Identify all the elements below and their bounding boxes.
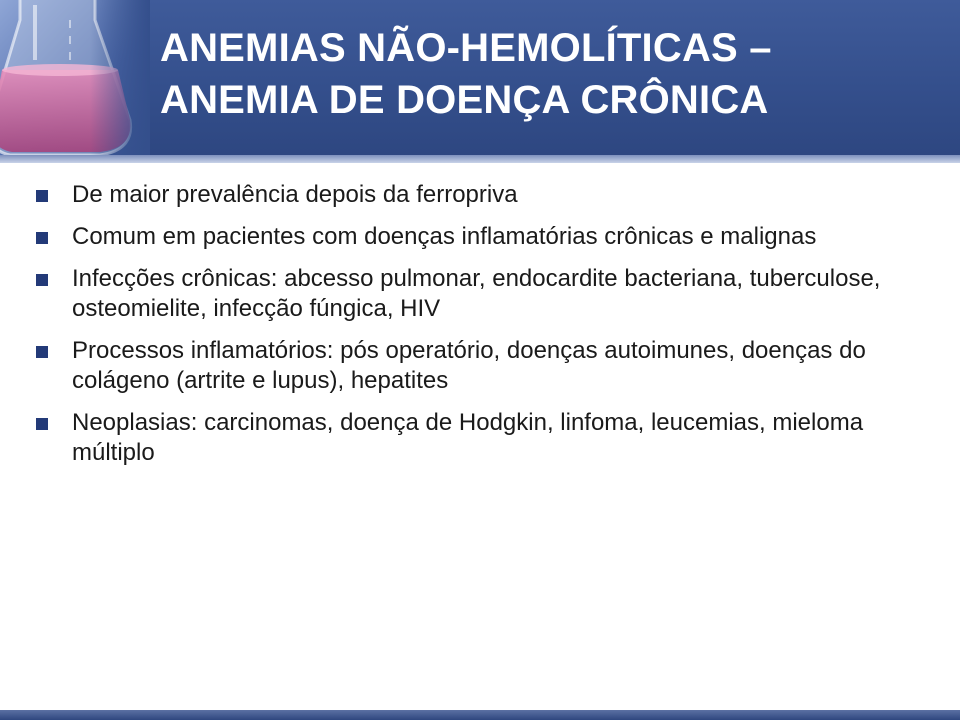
bullet-text: Processos inflamatórios: pós operatório, doenças autoimunes, doenças do colágeno (artrite e lupus), hepatites [72, 337, 866, 394]
bullet-item-inflammatory [36, 336, 936, 396]
slide-title-line-1: ANEMIAS NÃO-HEMOLÍTICAS – [160, 26, 772, 70]
laboratory-flask-icon [0, 0, 150, 160]
bullet-text: Comum em pacientes com doenças inflamatórias crônicas e malignas [72, 223, 817, 250]
slide-title-line-2: ANEMIA DE DOENÇA CRÔNICA [160, 78, 769, 122]
header-divider [0, 155, 960, 163]
square-bullet-icon [36, 418, 48, 430]
slide-title [160, 22, 950, 126]
footer-bar [0, 710, 960, 720]
bullet-list [36, 180, 936, 480]
bullet-item-infections [36, 264, 936, 324]
bullet-text: Neoplasias: carcinomas, doença de Hodgkin, linfoma, leucemias, mieloma múltiplo [72, 409, 864, 466]
square-bullet-icon [36, 232, 48, 244]
square-bullet-icon [36, 346, 48, 358]
bullet-item-prevalence [36, 180, 936, 210]
slide-header [0, 0, 960, 160]
bullet-item-patients [36, 222, 936, 252]
square-bullet-icon [36, 190, 48, 202]
bullet-text: De maior prevalência depois da ferropriva [72, 181, 518, 208]
bullet-text: Infecções crônicas: abcesso pulmonar, endocardite bacteriana, tuberculose, osteomielite, infecção fúngica, HIV [72, 265, 881, 322]
square-bullet-icon [36, 274, 48, 286]
bullet-item-neoplasias [36, 408, 936, 468]
